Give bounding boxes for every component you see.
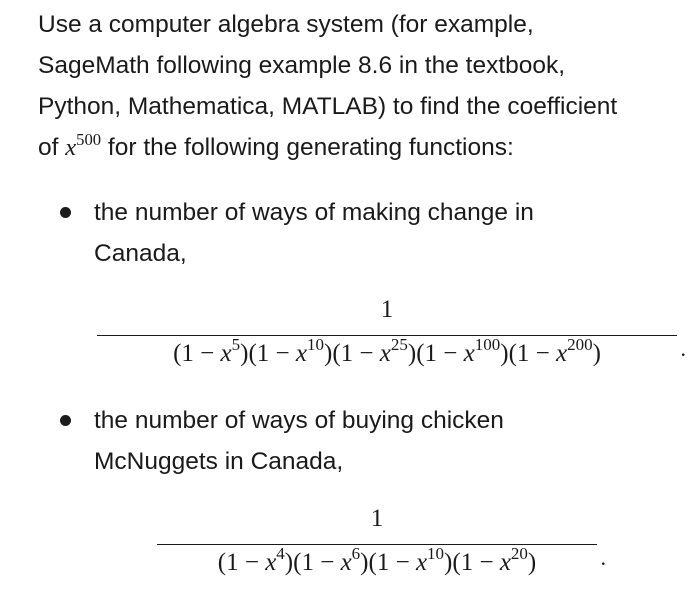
factor-close: ) (444, 549, 453, 576)
exponent: 20 (510, 544, 528, 564)
variable-x: x (340, 549, 352, 576)
exponent: 10 (306, 335, 324, 355)
variable-x: x (556, 340, 568, 367)
fraction-bar (157, 544, 597, 545)
variable-x: x (499, 549, 511, 576)
exponent: 6 (351, 544, 361, 564)
variable-x: x (415, 549, 428, 576)
bullet-text (94, 400, 504, 482)
bullet-line-2: Canada, (94, 240, 187, 267)
factor-close: ) (527, 549, 537, 576)
bullet-dot (60, 415, 71, 426)
intro-line-4 (38, 127, 688, 168)
fraction-denominator (157, 544, 597, 577)
factor-term (452, 544, 537, 576)
factor-open: (1 − (248, 340, 296, 367)
variable-x: x (265, 549, 277, 576)
exponent: 500 (76, 129, 102, 149)
factor-term (217, 544, 294, 576)
variable-x: x (463, 340, 475, 367)
factor-close: ) (592, 340, 601, 367)
intro-paragraph (38, 4, 688, 168)
fraction-period: . (680, 336, 686, 361)
factor-close: ) (360, 549, 369, 576)
intro-line-2: SageMath following example 8.6 in the textbook, (38, 52, 566, 79)
exponent: 10 (427, 544, 445, 564)
exponent: 25 (390, 335, 408, 355)
intro-line-1: Use a computer algebra system (for example, (38, 11, 534, 38)
bullet-line-1: the number of ways of buying chicken (94, 407, 504, 434)
factor-open: (1 − (332, 340, 380, 367)
factor-close: ) (323, 340, 333, 367)
bullet-line-2: McNuggets in Canada, (94, 448, 344, 475)
variable-x: x (379, 340, 391, 367)
factor-open: (1 − (173, 340, 221, 367)
bullet-dot (60, 207, 71, 218)
exponent: 5 (231, 335, 241, 355)
factor-close: ) (240, 340, 249, 367)
factor-term (368, 544, 453, 576)
intro-line-3: Python, Mathematica, MATLAB) to find the coefficient (38, 93, 618, 120)
factor-open: (1 − (416, 340, 464, 367)
exponent: 200 (567, 335, 593, 355)
factor-open: (1 − (368, 549, 416, 576)
intro-line-4-prefix: of (38, 134, 66, 161)
fraction-denominator (97, 335, 677, 368)
factor-close: ) (284, 549, 294, 576)
exponent: 4 (276, 544, 285, 564)
bullet-line-1: the number of ways of making change in (94, 199, 534, 226)
variable-x: x (220, 340, 232, 367)
variable-x: x (65, 134, 77, 161)
fraction-period: . (600, 545, 606, 570)
factor-term (416, 335, 509, 367)
factor-term (508, 335, 601, 367)
factor-close: ) (500, 340, 509, 367)
factor-term (332, 335, 417, 367)
intro-line-4-suffix: for the following generating functions: (101, 134, 514, 161)
generating-function-fraction (157, 505, 606, 589)
factor-open: (1 − (293, 549, 341, 576)
factor-open: (1 − (508, 340, 556, 367)
factor-term (293, 544, 369, 576)
variable-x: x (295, 340, 307, 367)
exponent: 100 (474, 335, 501, 355)
bullet-text (94, 192, 534, 274)
generating-function-fraction (97, 296, 686, 380)
fraction-numerator: 1 (380, 296, 394, 323)
factor-term (173, 335, 249, 367)
factor-close: ) (407, 340, 417, 367)
power-term (65, 129, 102, 161)
factor-term (248, 335, 333, 367)
factor-open: (1 − (217, 549, 266, 576)
fraction-numerator: 1 (370, 505, 384, 532)
factor-open: (1 − (452, 549, 500, 576)
